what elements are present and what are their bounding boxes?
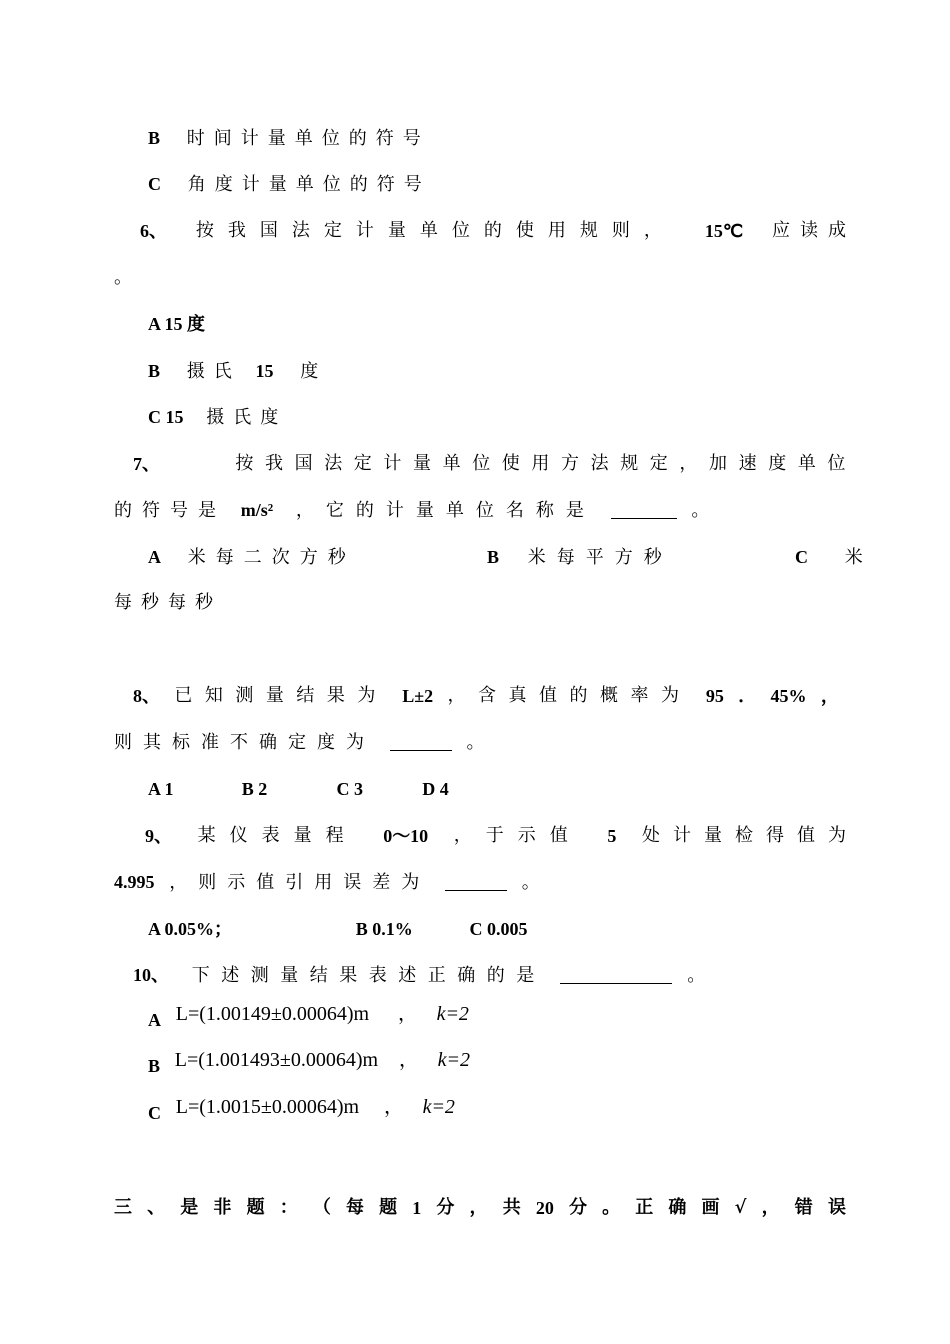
q9-options xyxy=(148,917,527,942)
q9-value: 4.995 xyxy=(114,872,155,892)
q7-option-a-label: A xyxy=(148,547,161,567)
q9-stem-1: 某仪表量程 xyxy=(197,825,358,846)
q10-option-b-expr: L=(1.001493±0.00064)m xyxy=(174,1049,379,1071)
q7-option-c-text-1: 米 xyxy=(844,547,863,568)
q6-stem xyxy=(140,219,856,243)
q10-option-b-label: B xyxy=(148,1056,161,1076)
q6-value: 15℃ xyxy=(704,221,744,241)
q7-option-c-label: C xyxy=(795,547,808,567)
section-3-part: 、 xyxy=(147,1197,166,1218)
q5-option-c-label: C xyxy=(148,174,161,194)
q10-option-b-k: k=2 xyxy=(437,1049,470,1071)
section-3-part: ， xyxy=(469,1197,488,1218)
q6-number: 6、 xyxy=(140,221,167,241)
q8-prob-1: 95 xyxy=(705,686,724,706)
q10-option-a-sep: ， xyxy=(397,1003,418,1025)
q6-option-a-text: A 15 度 xyxy=(148,314,206,334)
q6-option-a xyxy=(148,312,205,337)
section-3-part: 误 xyxy=(827,1197,846,1218)
q7-stem-cont xyxy=(114,498,718,523)
q8-prob-2: 45% xyxy=(770,686,807,706)
q10-answer-blank xyxy=(560,965,672,984)
section-3-part: 20 xyxy=(535,1198,554,1218)
q7-stem-end: 。 xyxy=(691,500,719,521)
q8-stem-end: 。 xyxy=(466,732,494,753)
q10-option-b xyxy=(148,1046,470,1080)
section-3-part: 确 xyxy=(668,1197,687,1218)
section-3-part: 分 xyxy=(568,1197,587,1218)
q8-comma: ， xyxy=(820,686,839,706)
q7-stem-cont-pre: 的符号是 xyxy=(114,500,226,521)
q7-option-b-label: B xyxy=(487,547,500,567)
q9-stem xyxy=(145,824,859,848)
section-3-part: 正 xyxy=(635,1197,654,1218)
section-3-part: ： xyxy=(279,1197,298,1218)
q8-option-c: C 3 xyxy=(336,779,363,799)
section-3-part: ， xyxy=(761,1197,780,1218)
q7-stem-text: 按我国法定计量单位使用方法规定，加速度单位 xyxy=(235,453,857,474)
section-3-part: 题 xyxy=(379,1197,398,1218)
q9-option-c: C 0.005 xyxy=(469,919,528,939)
q8-option-b: B 2 xyxy=(241,779,268,799)
q10-stem xyxy=(133,963,714,988)
q7-option-c xyxy=(795,545,863,570)
q8-options xyxy=(148,777,449,802)
q6-stem-text: 按我国法定计量单位的使用规则， xyxy=(195,220,676,241)
q5-option-b-label: B xyxy=(148,128,161,148)
section-3-part: （ xyxy=(312,1197,331,1218)
q6-option-b-num: 15 xyxy=(255,361,274,381)
q9-stem-2: ，于示值 xyxy=(453,825,582,846)
q9-number: 9、 xyxy=(145,826,172,846)
q6-stem-tail: 应读成 xyxy=(771,220,856,241)
q9-range: 0～10 xyxy=(383,826,429,846)
section-3-part: 共 xyxy=(502,1197,521,1218)
q7-option-c-cont: 每秒每秒 xyxy=(114,592,222,613)
q10-option-a-expr: L=(1.00149±0.00064)m xyxy=(175,1003,370,1025)
q7-option-b-text: 米每平方秒 xyxy=(527,547,673,568)
q7-option-a xyxy=(148,545,356,570)
q10-option-c-k: k=2 xyxy=(422,1096,455,1118)
q9-stem-3: 处计量检得值为 xyxy=(641,825,859,846)
q5-option-c-text: 角度计量单位的符号 xyxy=(187,174,431,195)
q6-option-b-tail: 度 xyxy=(300,361,328,382)
section-3-part: 错 xyxy=(794,1197,813,1218)
q10-option-a xyxy=(148,1000,469,1034)
q9-shown: 5 xyxy=(607,826,617,846)
section-3-part: 非 xyxy=(213,1197,232,1218)
section-3-part: 是 xyxy=(180,1197,199,1218)
q10-option-c-sep: ， xyxy=(383,1096,404,1118)
section-3-part: 题 xyxy=(246,1197,265,1218)
q10-option-b-sep: ， xyxy=(398,1049,419,1071)
q8-stem-cont xyxy=(114,731,493,755)
q8-option-d: D 4 xyxy=(422,779,449,799)
section-3-part: 三 xyxy=(114,1197,132,1218)
q5-option-b-text: 时间计量单位的符号 xyxy=(186,128,430,149)
q7-option-a-text: 米每二次方秒 xyxy=(187,547,356,568)
q5-option-b xyxy=(148,126,430,151)
q8-stem-pre: 已知测量结果为 xyxy=(174,685,388,706)
q6-option-b-text: 摄氏 xyxy=(186,361,241,382)
q6-option-c-text: 摄氏度 xyxy=(206,407,288,428)
q7-number: 7、 xyxy=(133,454,160,474)
q7-stem-cont-post: ，它的计量单位名称是 xyxy=(295,500,596,521)
q6-option-b xyxy=(148,359,327,384)
q7-answer-blank xyxy=(611,500,677,519)
q8-option-a: A 1 xyxy=(148,779,174,799)
q7-option-b xyxy=(487,545,673,570)
section-3-part: √ xyxy=(734,1197,747,1218)
section-3-heading xyxy=(114,1196,846,1220)
q8-number: 8、 xyxy=(133,686,160,706)
section-3-part: 1 xyxy=(412,1198,422,1218)
q7-symbol: m/s² xyxy=(240,500,274,520)
q10-option-a-label: A xyxy=(148,1010,161,1030)
q8-result: L±2 xyxy=(402,686,434,706)
q7-stem xyxy=(133,452,857,476)
section-3-part: 分 xyxy=(436,1197,455,1218)
q10-option-c-label: C xyxy=(148,1103,161,1123)
q6-option-c-label: C 15 xyxy=(148,407,184,427)
q9-option-a: A 0.05%； xyxy=(148,919,233,939)
q8-stem-cont-text: 则其标准不确定度为 xyxy=(114,732,375,753)
q10-stem-end: 。 xyxy=(687,965,715,986)
q10-option-c-expr: L=(1.0015±0.00064)m xyxy=(175,1096,360,1118)
q9-answer-blank xyxy=(445,872,507,891)
q9-stem-cont-text: ，则示值引用误差为 xyxy=(169,872,431,893)
q8-stem-mid: ，含真值的概率为 xyxy=(447,685,692,706)
q8-stem xyxy=(133,684,839,708)
q9-stem-end: 。 xyxy=(521,872,549,893)
q10-option-c xyxy=(148,1093,455,1127)
q10-option-a-k: k=2 xyxy=(436,1003,469,1025)
q8-answer-blank xyxy=(390,732,452,751)
section-3-part: 。 xyxy=(602,1197,621,1218)
q5-option-c xyxy=(148,172,431,197)
q6-option-c xyxy=(148,405,287,430)
q9-option-b: B 0.1% xyxy=(355,919,413,939)
q9-stem-cont xyxy=(114,870,549,895)
q10-number: 10、 xyxy=(133,965,169,985)
q6-option-b-label: B xyxy=(148,361,161,381)
section-3-part: 每 xyxy=(345,1197,364,1218)
q6-stem-cont: 。 xyxy=(114,267,141,288)
section-3-part: 画 xyxy=(701,1197,720,1218)
q10-stem-text: 下述测量结果表述正确的是 xyxy=(191,965,546,986)
q8-prob-dot: ． xyxy=(738,686,757,706)
